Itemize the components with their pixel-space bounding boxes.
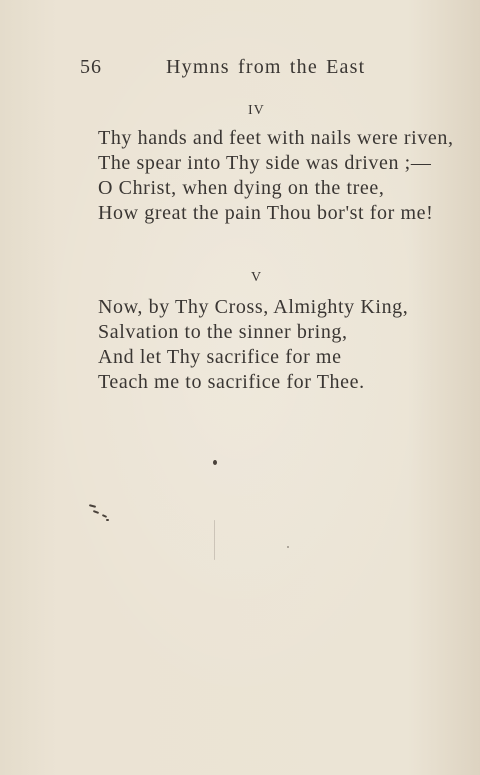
- verse-line: Salvation to the sinner bring,: [98, 321, 348, 343]
- ink-speck: [106, 519, 109, 521]
- ink-speck: [213, 460, 217, 465]
- stanza-iv: [98, 126, 454, 226]
- ink-speck: [102, 514, 107, 518]
- stanza-v: [98, 295, 408, 395]
- verse-line: And let Thy sacrifice for me: [98, 346, 342, 368]
- ink-speck: [287, 546, 289, 548]
- verse-line: The spear into Thy side was driven ;—: [98, 152, 432, 174]
- section-label-iv: IV: [248, 103, 265, 118]
- ink-speck: [93, 510, 99, 514]
- page-number: 56: [80, 56, 102, 78]
- section-label-v: V: [251, 270, 263, 285]
- page-header: [0, 56, 480, 80]
- ink-speck: [89, 504, 96, 508]
- verse-line: How great the pain Thou bor'st for me!: [98, 202, 434, 224]
- ink-speck: [214, 520, 215, 560]
- verse-line: Thy hands and feet with nails were riven,: [98, 127, 454, 149]
- verse-line: Teach me to sacrifice for Thee.: [98, 371, 365, 393]
- running-title: Hymns from the East: [166, 56, 366, 78]
- verse-line: O Christ, when dying on the tree,: [98, 177, 385, 199]
- verse-line: Now, by Thy Cross, Almighty King,: [98, 296, 409, 318]
